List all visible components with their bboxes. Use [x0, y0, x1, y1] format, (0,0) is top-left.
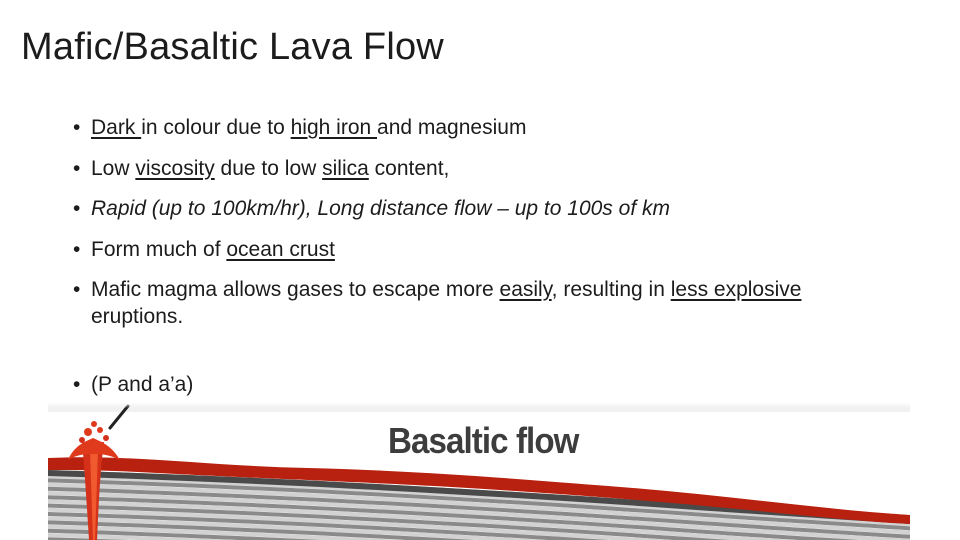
- bullet-segment: Mafic magma allows gases to escape more: [91, 278, 500, 301]
- bullet-text: [91, 278, 801, 328]
- bullet-text: [91, 116, 526, 139]
- bullet-item: [72, 236, 872, 263]
- bullet-dot-icon: •: [73, 197, 81, 220]
- bullet-list: [72, 114, 872, 412]
- underlined-term: silica: [322, 156, 369, 180]
- bullet-segment: content,: [368, 156, 450, 180]
- bullet-text: [91, 197, 670, 220]
- bullet-segment: Low: [91, 156, 136, 180]
- bullet-item: [72, 114, 872, 141]
- bullet-text: [91, 238, 335, 261]
- underlined-term: viscosity: [135, 156, 215, 180]
- bullet-item: [72, 195, 872, 222]
- underlined-term: high iron: [290, 116, 378, 139]
- bullet-item: [72, 155, 872, 182]
- basaltic-flow-diagram: [48, 402, 910, 540]
- bullet-text: [91, 157, 449, 180]
- underlined-term: Dark: [91, 116, 142, 139]
- underlined-term: ocean crust: [226, 237, 335, 261]
- bullet-dot-icon: •: [73, 156, 81, 180]
- underlined-term: easily: [499, 278, 552, 301]
- bullet-dot-icon: •: [73, 237, 81, 261]
- bullet-segment: eruptions.: [91, 305, 184, 328]
- bullet-item: [72, 371, 872, 398]
- bullet-segment: in colour due to: [141, 116, 291, 139]
- bullet-dot-icon: •: [73, 116, 81, 139]
- figure-title: Basaltic flow: [388, 420, 579, 461]
- bullet-text: [91, 373, 193, 396]
- bullet-dot-icon: •: [73, 373, 81, 396]
- slide-title: Mafic/Basaltic Lava Flow: [21, 26, 444, 68]
- bullet-segment: and magnesium: [377, 116, 527, 139]
- bullet-dot-icon: •: [73, 278, 81, 301]
- bullet-segment: (P and a’a): [91, 373, 194, 396]
- underlined-term: less explosive: [670, 278, 802, 301]
- bullet-segment: due to low: [214, 156, 323, 180]
- bullet-segment: Form much of: [91, 237, 227, 261]
- bullet-segment: Rapid (up to 100km/hr), Long distance flow – up to 100s of km: [91, 197, 670, 220]
- bullet-segment: , resulting in: [551, 278, 671, 301]
- bullet-item: [72, 276, 872, 330]
